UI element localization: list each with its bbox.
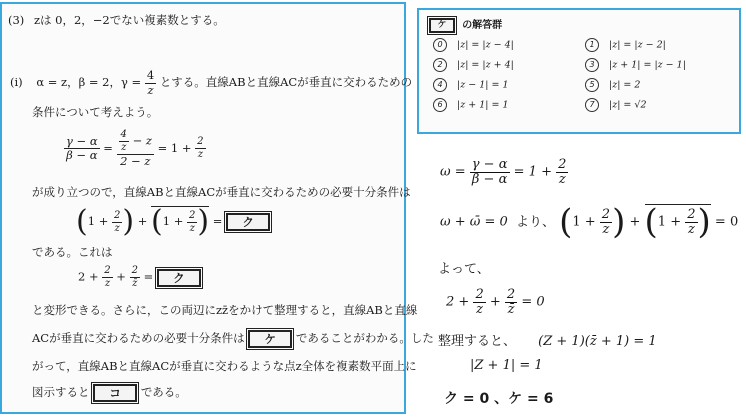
- problem-number: (3): [8, 13, 25, 27]
- sentence8: 図示すると コ である。: [32, 385, 187, 400]
- alpha-beta-text: α = z，β = 2，γ =: [36, 75, 145, 89]
- gamma-fraction: $\frac{4}{z}$: [146, 68, 155, 97]
- sentence1-rest: とする。直線ABと直線ACが垂直に交わるための: [159, 75, 413, 89]
- choices-title: ケ の解答群: [429, 16, 502, 33]
- solution-seiri-line: 整理すると、 (Z + 1)(z̄ + 1) = 1: [438, 334, 657, 349]
- choice-text-4: |z − 1| = 1: [457, 79, 509, 91]
- ratio-rhs-fraction: $\frac{2}{z}$: [197, 136, 204, 161]
- choice-option-2[interactable]: [433, 58, 514, 72]
- part-label: (i): [10, 75, 23, 89]
- choice-mark-4: 4: [433, 78, 447, 92]
- solution-omega-line: ω = $\frac{\gamma - \alpha}{\beta - \alpha}$ = 1 + $\frac{2}{z}$: [440, 157, 567, 187]
- choice-option-0[interactable]: [433, 38, 514, 52]
- answer-box-ke[interactable]: ケ: [248, 330, 292, 348]
- choice-text-5: |z| = 2: [609, 79, 641, 91]
- choice-mark-3: 3: [585, 58, 599, 72]
- choice-mark-6: 6: [433, 98, 447, 112]
- choice-text-7: |z| = √2: [609, 99, 647, 111]
- ratio-mid: $\frac{4}{z}$ − z 2 − z: [117, 130, 154, 168]
- choice-option-1[interactable]: [585, 38, 666, 52]
- choice-text-6: |z + 1| = 1: [457, 99, 509, 111]
- part-i-line1: [10, 70, 412, 96]
- choice-option-3[interactable]: [585, 58, 686, 72]
- ratio-lhs: $\frac{\gamma - \alpha}{\beta - \alpha}$: [66, 133, 98, 163]
- sentence7: がって，直線ABと直線ACが垂直に交わるような点z全体を複素数平面上に: [32, 359, 417, 373]
- sentence4: である。これは: [32, 245, 113, 259]
- answer-box-ko[interactable]: コ: [93, 384, 137, 402]
- solution-sum-line: ω + ω̄ = 0 より、 (1 + $\frac{2}{z}$ ) + (1 + $\frac{2}{z}$ ) = 0: [440, 202, 739, 242]
- equation-sum: 2 + $\frac{2}{z}$ + $\frac{2}{z̄}$ = ク: [78, 266, 201, 289]
- choice-text-0: |z| = |z − 4|: [457, 39, 514, 51]
- sentence6: ACが垂直に交わるための必要十分条件は ケ であることがわかる。した: [32, 331, 434, 346]
- choice-text-2: |z| = |z + 4|: [457, 59, 514, 71]
- solution-yotte: よって、: [438, 262, 490, 277]
- sentence5: と変形できる。さらに，この両辺にzz̄をかけて整理すると，直線ABと直線: [32, 303, 418, 317]
- final-answer: ク = 0 、ケ = 6: [444, 391, 554, 407]
- answer-box-ku-2[interactable]: ク: [157, 269, 201, 287]
- choice-option-6[interactable]: [433, 98, 509, 112]
- choice-mark-2: 2: [433, 58, 447, 72]
- sentence3: が成り立つので，直線ABと直線ACが垂直に交わるための必要十分条件は: [32, 185, 411, 199]
- solution-abs: |Z + 1| = 1: [470, 358, 543, 373]
- choice-text-3: |z + 1| = |z − 1|: [609, 59, 686, 71]
- choice-mark-5: 5: [585, 78, 599, 92]
- choice-option-5[interactable]: [585, 78, 640, 92]
- problem-panel: [0, 2, 434, 414]
- solution-sum-eq: 2 + $\frac{2}{z}$ + $\frac{2}{z̄}$ = 0: [446, 287, 545, 317]
- choice-mark-1: 1: [585, 38, 599, 52]
- equation-ratio: $\frac{\gamma - \alpha}{\beta - \alpha}$ = $\frac{4}{z}$ − z 2 − z = 1 + $\frac{2}{z}$: [66, 129, 204, 168]
- problem-header: [8, 12, 225, 28]
- sentence2: 条件について考えよう。: [32, 105, 159, 119]
- choice-text-1: |z| = |z − 2|: [609, 39, 666, 51]
- choice-option-7[interactable]: [585, 98, 647, 112]
- problem-intro: zは 0，2，−2でない複素数とする。: [33, 13, 225, 27]
- choice-mark-7: 7: [585, 98, 599, 112]
- answer-box-ku[interactable]: ク: [226, 213, 270, 231]
- choice-option-4[interactable]: [433, 78, 509, 92]
- equation-condition: (1 + $\frac{2}{z}$ ) + (1 + $\frac{2}{z}$ ) = ク: [76, 206, 270, 237]
- choice-mark-0: 0: [433, 38, 447, 52]
- choices-panel: [417, 8, 741, 134]
- choices-box-ke: ケ: [429, 18, 455, 33]
